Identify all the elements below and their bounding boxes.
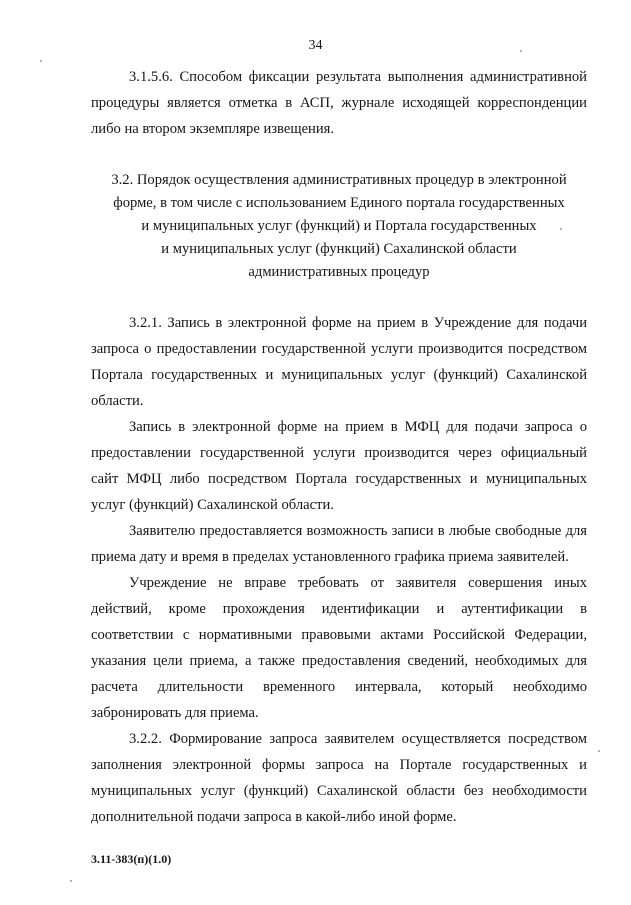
scan-speck: [598, 750, 600, 752]
document-code: 3.11-383(п)(1.0): [91, 852, 172, 866]
section-heading-line: 3.2. Порядок осуществления административных процедур в электронной: [111, 172, 567, 188]
document-body: [91, 64, 587, 830]
section-heading-line: и муниципальных услуг (функций) и Портала государственных: [141, 218, 537, 234]
paragraph-institution-restrictions: Учреждение не вправе требовать от заявителя совершения иных действий, кроме прохождения идентификации и аутентификации в соответствии с нормативными правовыми актами Российской Федерации, указания цели приема, а также предоставления сведений, необходимых для расчета длительности временного интервала, который необходимо забронировать для приема.: [91, 575, 587, 721]
scan-speck: [40, 60, 42, 62]
page-number: 34: [308, 38, 323, 53]
paragraph-3-2-2: 3.2.2. Формирование запроса заявителем осуществляется посредством заполнения электронной формы запроса на Портале государственных и муниципальных услуг (функций) Сахалинской области без необходимости дополнительной подачи запроса в какой-либо иной форме.: [91, 731, 587, 825]
section-heading-line: и муниципальных услуг (функций) Сахалинской области: [161, 241, 517, 257]
paragraph-applicant-scheduling: Заявителю предоставляется возможность записи в любые свободные для приема дату и время в пределах установленного графика приема заявителей.: [91, 523, 587, 565]
section-heading-line: административных процедур: [248, 264, 430, 280]
section-heading-line: форме, в том числе с использованием Единого портала государственных: [113, 195, 565, 211]
scan-speck: [70, 880, 72, 882]
scan-speck: [520, 50, 522, 52]
paragraph-3-2-1: 3.2.1. Запись в электронной форме на прием в Учреждение для подачи запроса о предоставлении государственной услуги производится посредством Портала государственных и муниципальных услуг (функций) Сахалинской области.: [91, 315, 587, 409]
scan-speck: [560, 228, 562, 230]
intro-paragraph: 3.1.5.6. Способом фиксации результата выполнения административной процедуры является отметка в АСП, журнале исходящей корреспонденции либо на втором экземпляре извещения.: [91, 69, 587, 137]
paragraph-mfc-appointment: Запись в электронной форме на прием в МФЦ для подачи запроса о предоставлении государственной услуги производится через официальный сайт МФЦ либо посредством Портала государственных и муниципальных услуг (функций) Сахалинской области.: [91, 419, 587, 513]
section-heading: [91, 169, 587, 284]
